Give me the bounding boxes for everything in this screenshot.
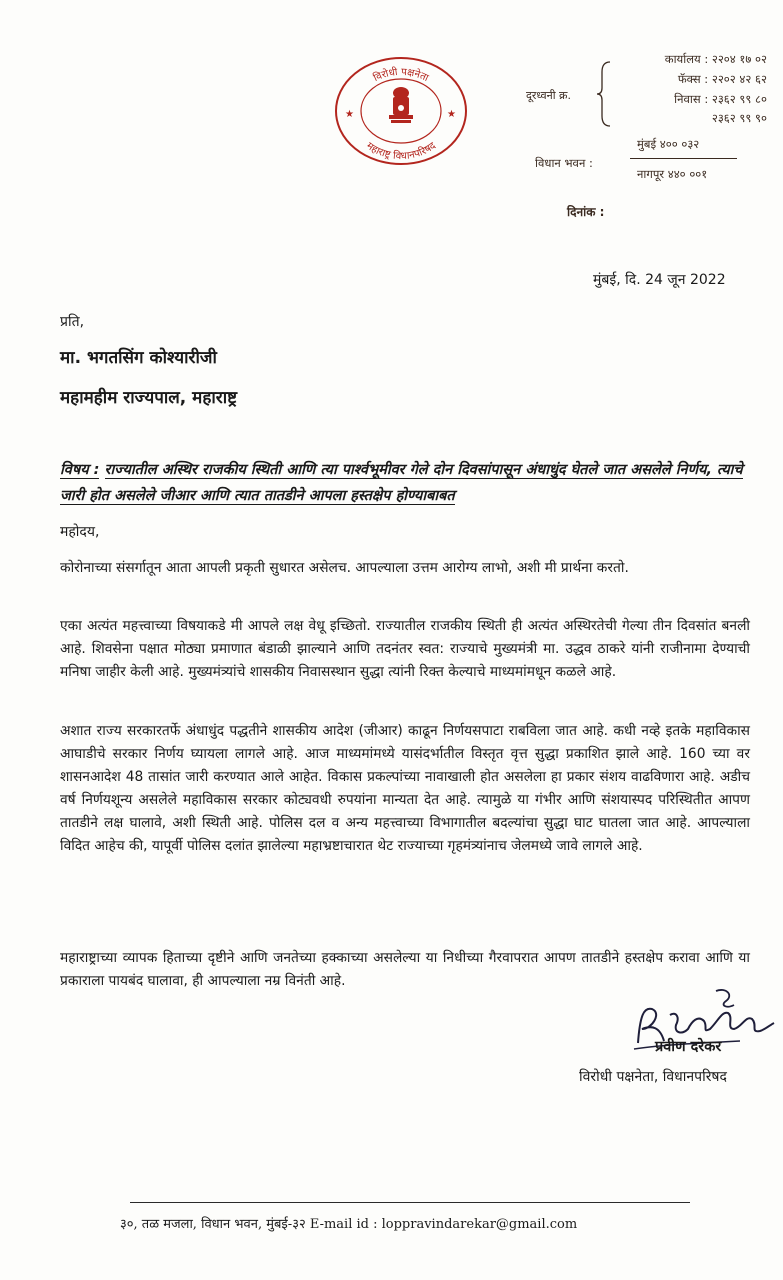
star-right-icon: ★	[447, 109, 456, 120]
addressee-title: महामहीम राज्यपाल, महाराष्ट्र	[60, 388, 238, 408]
letter-date: मुंबई, दि. 24 जून 2022	[593, 272, 726, 288]
assembly-nagpur: नागपूर ४४० ००१	[637, 167, 708, 181]
svg-text:विरोधी पक्षनेता	[372, 66, 431, 84]
footer-address: ३०, तळ मजला, विधान भवन, मुंबई-३२ E-mail id : loppravindarekar@gmail.com	[120, 1217, 578, 1232]
phone-residence-2: २३६२ ९९ ९०	[711, 111, 767, 125]
subject-label: विषय :	[60, 462, 100, 478]
paragraph-1: कोरोनाच्या संसर्गातून आता आपली प्रकृती सुधारत असेलच. आपल्याला उत्तम आरोग्य लाभो, अशी मी प्रार्थना करतो.	[60, 560, 629, 576]
signatory-title: विरोधी पक्षनेता, विधानपरिषद	[579, 1069, 727, 1085]
footer-divider	[130, 1202, 690, 1203]
paragraph-2: एका अत्यंत महत्त्वाच्या विषयाकडे मी आपले लक्ष वेधू इच्छितो. राज्यातील राजकीय स्थिती ही अत्यंत अस्थिरतेची गेल्या तीन दिवसांत बनली आहे. शिवसेना पक्षात मोठ्या प्रमाणात बंडाळी झाल्याने आणि तदनंतर स्वत: राज्याचे मुख्यमंत्री मा. उद्धव ठाकरे यांनी राजीनामा देण्याची मनिषा जाहीर केली आहे. मुख्यमंत्र्यांचे शासकीय निवासस्थान सुद्धा त्यांनी रिक्त केल्याचे माध्यमांमधून कळले आहे.	[60, 618, 750, 680]
paragraph-4: महाराष्ट्राच्या व्यापक हिताच्या दृष्टीने आणि जनतेच्या हक्काच्या असलेल्या या निधीच्या गैरवापरात आपण तातडीने हस्तक्षेप करावा आणि या प्रकाराला पायबंद घालावा, ही आपल्याला नम्र विनंती आहे.	[60, 950, 750, 989]
emblem-icon	[389, 87, 413, 123]
addressee-name: मा. भगतसिंग कोश्यारीजी	[60, 348, 217, 368]
salutation: महोदय,	[60, 524, 100, 540]
subject-line	[60, 457, 750, 509]
assembly-divider	[630, 158, 737, 159]
assembly-mumbai: मुंबई ४०० ०३२	[637, 137, 700, 151]
official-seal	[333, 55, 469, 167]
phone-residence: निवास : २३६२ ९९ ८०	[674, 92, 767, 106]
seal-bottom-text: महाराष्ट्र विधानपरिषद	[364, 140, 438, 163]
seal-top-text: विरोधी पक्षनेता	[371, 66, 431, 85]
assembly-label: विधान भवन :	[535, 156, 593, 170]
dinank-label: दिनांक :	[567, 205, 605, 219]
prati-label: प्रति,	[60, 314, 85, 330]
signatory-name: प्रवीण दरेकर	[655, 1039, 722, 1055]
subject-text: राज्यातील अस्थिर राजकीय स्थिती आणि त्या पार्श्वभूमीवर गेले दोन दिवसांपासून अंधाधुंद घेतले जात असलेले निर्णय, त्याचे जारी होत असलेले जीआर आणि त्यात तातडीने आपला हस्तक्षेप होण्याबाबत	[60, 462, 743, 504]
phone-label: दूरध्वनी क्र.	[526, 89, 571, 102]
phone-office: कार्यालय : २२०४ १७ ०२	[664, 52, 767, 66]
star-left-icon: ★	[345, 109, 354, 120]
paragraph-3: अशात राज्य सरकारतर्फे अंधाधुंद पद्धतीने शासकीय आदेश (जीआर) काढून निर्णयसपाटा राबविला जात आहे. कधी नव्हे इतके महाविकास आघाडीचे सरकार निर्णय घ्यायला लागले आहे. आज माध्यमांमध्ये यासंदर्भातील विस्तृत वृत्त सुद्धा प्रकाशित झाले आहे. 160 च्या वर शासनआदेश 48 तासांत जारी करण्यात आले आहेत. विकास प्रकल्पांच्या नावाखाली होत असलेला हा प्रकार संशय वाढविणारा आहे. अडीच वर्ष निर्णयशून्य असलेले महाविकास सरकार कोट्यवधी रुपयांना मान्यता देत आहे. त्यामुळे या गंभीर आणि संशयास्पद परिस्थितीत आपण तातडीने लक्ष घालावे, अशी स्थिती आहे. पोलिस दल व अन्य महत्त्वाच्या विभागातील बदल्यांचा सुद्धा घाट घातला जात आहे. आपल्याला विदित आहेच की, यापूर्वी पोलिस दलांत झालेल्या महाभ्रष्टाचारात थेट राज्याच्या गृहमंत्र्यांनाच जेलमध्ये जावे लागले आहे.	[60, 723, 750, 854]
phone-fax: फॅक्स : २२०२ ४२ ६२	[677, 72, 767, 86]
